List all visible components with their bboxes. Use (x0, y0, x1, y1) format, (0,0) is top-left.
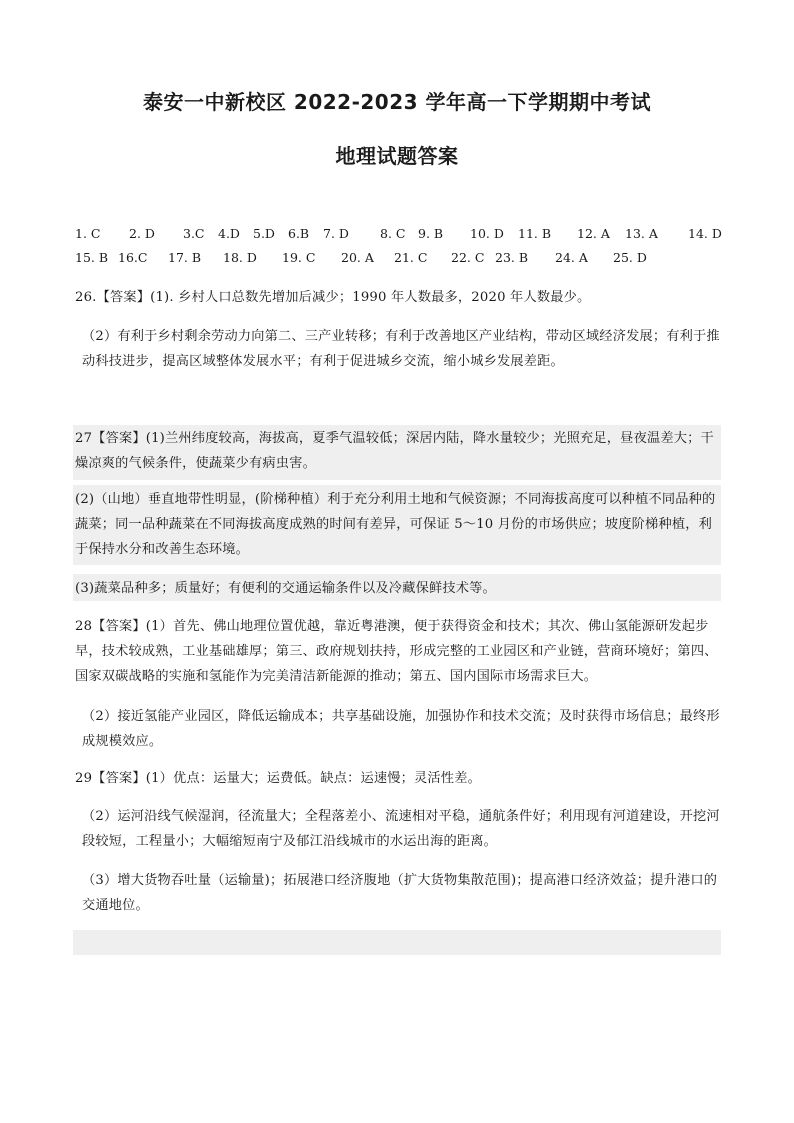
mc-answer: 25. D (613, 250, 647, 265)
mc-answer: 23. B (495, 250, 529, 265)
mc-answer: 20. A (341, 250, 374, 265)
mc-answer: 6.B (288, 226, 310, 241)
mc-answer: 5.D (253, 226, 275, 241)
mc-answer: 21. C (394, 250, 428, 265)
mc-answer: 15. B (75, 250, 109, 265)
q29-answer-part3: （3）增大货物吞吐量（运输量)；拓展港口经济腹地（扩大货物集散范围)；提高港口经济效益；提升港口的交通地位。 (82, 873, 718, 913)
q26-answer-part2: （2）有利于乡村剩余劳动力向第二、三产业转移；有利于改善地区产业结构，带动区域经济发展；有利于推动科技进步，提高区域整体发展水平；有利于促进城乡交流，缩小城乡发展差距。 (82, 329, 720, 369)
mc-answer: 16.C (118, 250, 148, 265)
mc-answer: 14. D (688, 226, 722, 241)
mc-answer: 1. C (75, 226, 101, 241)
mc-answer: 10. D (470, 226, 504, 241)
mc-answer: 13. A (625, 226, 658, 241)
mc-answer: 17. B (168, 250, 202, 265)
q26-answer-part1: 26.【答案】(1). 乡村人口总数先增加后减少；1990 年人数最多，2020 年人数最少。 (75, 290, 591, 305)
q27-answer-part3: (3)蔬菜品种多；质量好；有便利的交通运输条件以及冷藏保鲜技术等。 (75, 581, 496, 596)
page-title: 泰安一中新校区 2022-2023 学年高一下学期期中考试 (142, 90, 652, 114)
q27-answer-part1: 27【答案】(1)兰州纬度较高，海拔高，夏季气温较低；深居内陆，降水量较少；光照充足，昼夜温差大；干燥凉爽的气候条件，使蔬菜少有病虫害。 (75, 431, 714, 471)
mc-answer: 7. D (323, 226, 349, 241)
mc-answer: 8. C (380, 226, 406, 241)
mc-answer: 3.C (183, 226, 205, 241)
mc-answer: 22. C (451, 250, 485, 265)
page-subtitle: 地理试题答案 (335, 144, 459, 168)
mc-answer: 18. D (223, 250, 257, 265)
q29-answer-part1: 29【答案】(1）优点：运量大；运费低。缺点：运速慢；灵活性差。 (75, 771, 481, 786)
mc-answer: 9. B (418, 226, 444, 241)
mc-answer: 2. D (129, 226, 155, 241)
q28-answer-part1: 28【答案】(1）首先、佛山地理位置优越，靠近粤港澳，便于获得资金和技术；其次、佛山氢能源研发起步早，技术较成熟，工业基础雄厚；第三、政府规划扶持，形成完整的工业园区和产业链，营商环境好；第四、国家双碳战略的实施和氢能作为完美清洁新能源的推动；第五、国内国际市场需求巨大。 (75, 619, 718, 684)
q27-answer-part2: (2)（山地）垂直地带性明显，(阶梯种植）利于充分利用土地和气候资源；不同海拔高度可以种植不同品种的蔬菜；同一品种蔬菜在不同海拔高度成熟的时间有差异，可保证 5～10 月份的市场供应；坡度阶梯种植，利于保持水分和改善生态环境。 (75, 492, 716, 557)
q29-answer-part2: （2）运河沿线气候湿润，径流量大；全程落差小、流速相对平稳，通航条件好；利用现有河道建设，开挖河段较短，工程量小；大幅缩短南宁及郁江沿线城市的水运出海的距离。 (82, 809, 720, 849)
mc-answer: 19. C (282, 250, 316, 265)
shaded-band (73, 930, 721, 955)
mc-answer: 11. B (518, 226, 552, 241)
q28-answer-part2: （2）接近氢能产业园区，降低运输成本；共享基础设施，加强协作和技术交流；及时获得市场信息；最终形成规模效应。 (82, 709, 720, 749)
mc-answer: 24. A (555, 250, 588, 265)
mc-answer: 4.D (218, 226, 240, 241)
mc-answer: 12. A (577, 226, 610, 241)
